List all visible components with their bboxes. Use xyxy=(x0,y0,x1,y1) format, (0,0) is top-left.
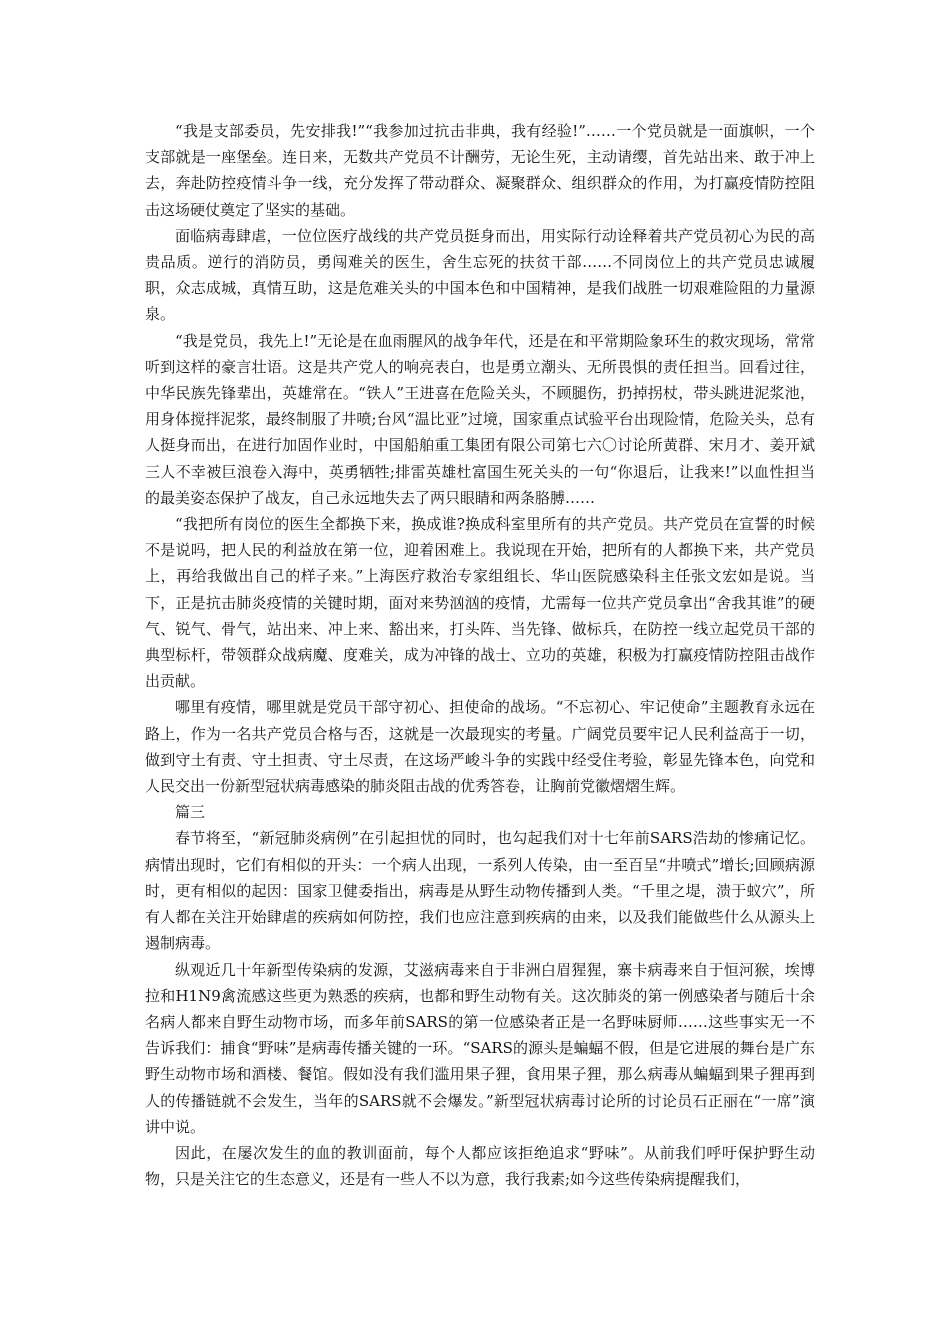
document-body xyxy=(145,118,815,1192)
paragraph-3: “我是党员，我先上!”无论是在血雨腥风的战争年代，还是在和平常期险象环生的救灾现场，常常听到这样的豪言壮语。这是共产党人的响亮表白，也是勇立潮头、无所畏惧的责任担当。回看过往，中华民族先锋辈出，英雄常在。“铁人”王进喜在危险关头，不顾腿伤，扔掉拐杖，带头跳进泥浆池，用身体搅拌泥浆，最终制服了井喷;台风“温比亚”过境，国家重点试验平台出现险情，危险关头，总有人挺身而出，在进行加固作业时，中国船舶重工集团有限公司第七六〇讨论所黄群、宋月才、姜开斌三人不幸被巨浪卷入海中，英勇牺牲;排雷英雄杜富国生死关头的一句“你退后，让我来!”以血性担当的最美姿态保护了战友，自己永远地失去了两只眼睛和两条胳膊…… xyxy=(145,331,815,507)
paragraph-1: “我是支部委员，先安排我!”“我参加过抗击非典，我有经验!”……一个党员就是一面旗帜，一个支部就是一座堡垒。连日来，无数共产党员不计酬劳，无论生死，主动请缨，首先站出来、敢于冲上去，奔赴防控疫情斗争一线，充分发挥了带动群众、凝聚群众、组织群众的作用，为打赢疫情防控阻击这场硬仗奠定了坚实的基础。 xyxy=(145,122,815,219)
paragraph-8: 因此，在屡次发生的血的教训面前，每个人都应该拒绝追求“野味”。从前我们呼吁保护野生动物，只是关注它的生态意义，还是有一些人不以为意，我行我素;如今这些传染病提醒我们， xyxy=(145,1143,815,1189)
paragraph-5: 哪里有疫情，哪里就是党员干部守初心、担使命的战场。“不忘初心、牢记使命”主题教育永远在路上，作为一名共产党员合格与否，这就是一次最现实的考量。广阔党员要牢记人民利益高于一切，做到守土有责、守土担责、守土尽责，在这场严峻斗争的实践中经受住考验，彰显先锋本色，向党和人民交出一份新型冠状病毒感染的肺炎阻击战的优秀答卷，让胸前党徽熠熠生辉。 xyxy=(145,698,815,796)
section-title: 篇三 xyxy=(175,803,206,822)
paragraph-4: “我把所有岗位的医生全都换下来，换成谁?换成科室里所有的共产党员。共产党员在宣誓的时候不是说吗，把人民的利益放在第一位，迎着困难上。我说现在开始，把所有的人都换下来，共产党员上，再给我做出自己的样子来。”上海医疗救治专家组组长、华山医院感染科主任张文宏如是说。当下，正是抗击肺炎疫情的关键时期，面对来势汹汹的疫情，尤需每一位共产党员拿出“舍我其谁”的硬气、锐气、骨气，站出来、冲上来、豁出来，打头阵、当先锋、做标兵，在防控一线立起党员干部的典型标杆，带领群众战病魔、度难关，成为冲锋的战士、立功的英雄，积极为打赢疫情防控阻击战作出贡献。 xyxy=(145,515,815,691)
paragraph-7: 纵观近几十年新型传染病的发源，艾滋病毒来自于非洲白眉猩猩，寨卡病毒来自于恒河猴，埃博拉和H1N9禽流感这些更为熟悉的疾病，也都和野生动物有关。这次肺炎的第一例感染者与随后十余名病人都来自野生动物市场，而多年前SARS的第一位感染者正是一名野味厨师……这些事实无一不告诉我们：捕食“野味”是病毒传播关键的一环。“SARS的源头是蝙蝠不假，但是它进展的舞台是广东野生动物市场和酒楼、餐馆。假如没有我们滥用果子狸，食用果子狸，那么病毒从蝙蝠到果子狸再到人的传播链就不会发生，当年的SARS就不会爆发。”新型冠状病毒讨论所的讨论员石正丽在“一席”演讲中说。 xyxy=(145,960,815,1136)
paragraph-6: 春节将至，“新冠肺炎病例”在引起担忧的同时，也勾起我们对十七年前SARS浩劫的惨痛记忆。病情出现时，它们有相似的开头：一个病人出现，一系列人传染，由一至百呈“井喷式”增长;回顾病源时，更有相似的起因：国家卫健委指出，病毒是从野生动物传播到人类。“千里之堤，溃于蚁穴”，所有人都在关注开始肆虐的疾病如何防控，我们也应注意到疾病的由来，以及我们能做些什么从源头上遏制病毒。 xyxy=(145,829,815,953)
paragraph-2: 面临病毒肆虐，一位位医疗战线的共产党员挺身而出，用实际行动诠释着共产党员初心为民的高贵品质。逆行的消防员，勇闯难关的医生，舍生忘死的扶贫干部……不同岗位上的共产党员忠诚履职，众志成城，真情互助，这是危难关头的中国本色和中国精神，是我们战胜一切艰难险阻的力量源泉。 xyxy=(145,226,815,324)
